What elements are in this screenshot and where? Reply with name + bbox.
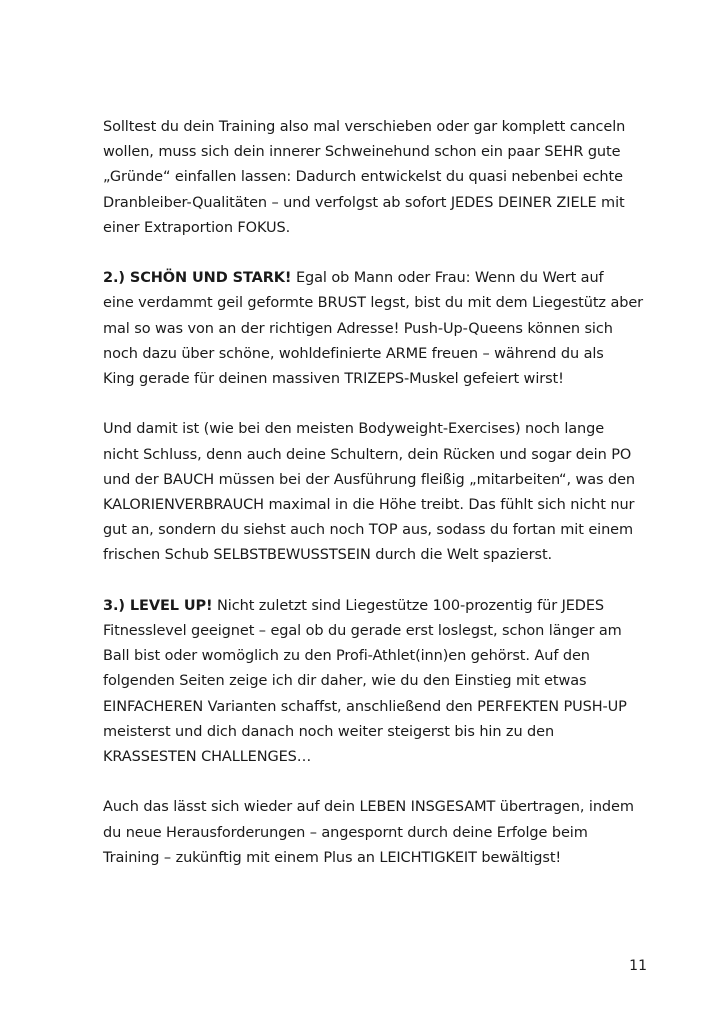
text-line bbox=[103, 594, 663, 619]
text-line: Dranbleiber-Qualitäten – und verfolgst ab sofort JEDES DEINER ZIELE mit bbox=[103, 194, 625, 211]
text-line: Training – zukünftig mit einem Plus an LEICHTIGKEIT bewältigst! bbox=[103, 849, 562, 866]
text-line: und der BAUCH müssen bei der Ausführung fleißig „mitarbeiten“, was den bbox=[103, 471, 636, 488]
text-line: EINFACHEREN Varianten schaffst, anschließend den PERFEKTEN PUSH-UP bbox=[103, 698, 627, 715]
paragraph-bodyweight bbox=[103, 417, 663, 568]
text-line: du neue Herausforderungen – angespornt durch deine Erfolge beim bbox=[103, 824, 588, 841]
paragraph-training-cancel bbox=[103, 115, 663, 241]
text-line bbox=[103, 266, 663, 291]
text-line: Fitnesslevel geeignet – egal ob du gerade erst loslegst, schon länger am bbox=[103, 623, 622, 640]
paragraph-leben-insgesamt bbox=[103, 795, 663, 871]
text-line: mal so was von an der richtigen Adresse! Push-Up-Queens können sich bbox=[103, 320, 613, 337]
document-body bbox=[103, 115, 663, 896]
text-line: eine verdammt geil geformte BRUST legst, bist du mit dem Liegestütz aber bbox=[103, 295, 644, 312]
text-line: wollen, muss sich dein innerer Schweinehund schon ein paar SEHR gute bbox=[103, 144, 621, 161]
text-line: KALORIENVERBRAUCH maximal in die Höhe treibt. Das fühlt sich nicht nur bbox=[103, 497, 635, 514]
text-line: frischen Schub SELBSTBEWUSSTSEIN durch die Welt spazierst. bbox=[103, 547, 553, 564]
text-line: nicht Schluss, denn auch deine Schultern, dein Rücken und sogar dein PO bbox=[103, 446, 632, 463]
text-line: King gerade für deinen massiven TRIZEPS-Muskel gefeiert wirst! bbox=[103, 371, 564, 388]
text-line: Und damit ist (wie bei den meisten Bodyweight-Exercises) noch lange bbox=[103, 421, 605, 438]
text-line: folgenden Seiten zeige ich dir daher, wie du den Einstieg mit etwas bbox=[103, 673, 587, 690]
page-number: 11 bbox=[629, 958, 647, 974]
section-heading-schoen-und-stark: 2.) SCHÖN UND STARK! bbox=[103, 270, 292, 287]
text-line: „Gründe“ einfallen lassen: Dadurch entwickelst du quasi nebenbei echte bbox=[103, 169, 623, 186]
paragraph-level-up bbox=[103, 594, 663, 770]
text-line: Auch das lässt sich wieder auf dein LEBEN INSGESAMT übertragen, indem bbox=[103, 799, 634, 816]
text-line: Ball bist oder womöglich zu den Profi-Athlet(inn)en gehörst. Auf den bbox=[103, 648, 590, 665]
text-line: Solltest du dein Training also mal verschieben oder gar komplett canceln bbox=[103, 119, 626, 135]
text-fragment: Nicht zuletzt sind Liegestütze 100-prozentig für JEDES bbox=[212, 597, 605, 614]
text-line: noch dazu über schöne, wohldefinierte ARME freuen – während du als bbox=[103, 345, 604, 362]
text-line: KRASSESTEN CHALLENGES… bbox=[103, 749, 312, 766]
section-heading-level-up: 3.) LEVEL UP! bbox=[103, 597, 213, 614]
paragraph-schoen-und-stark bbox=[103, 266, 663, 392]
text-line: gut an, sondern du siehst auch noch TOP aus, sodass du fortan mit einem bbox=[103, 522, 634, 539]
text-line: einer Extraportion FOKUS. bbox=[103, 219, 291, 236]
text-line: meisterst und dich danach noch weiter steigerst bis hin zu den bbox=[103, 723, 555, 740]
text-fragment: Egal ob Mann oder Frau: Wenn du Wert auf bbox=[291, 270, 604, 287]
